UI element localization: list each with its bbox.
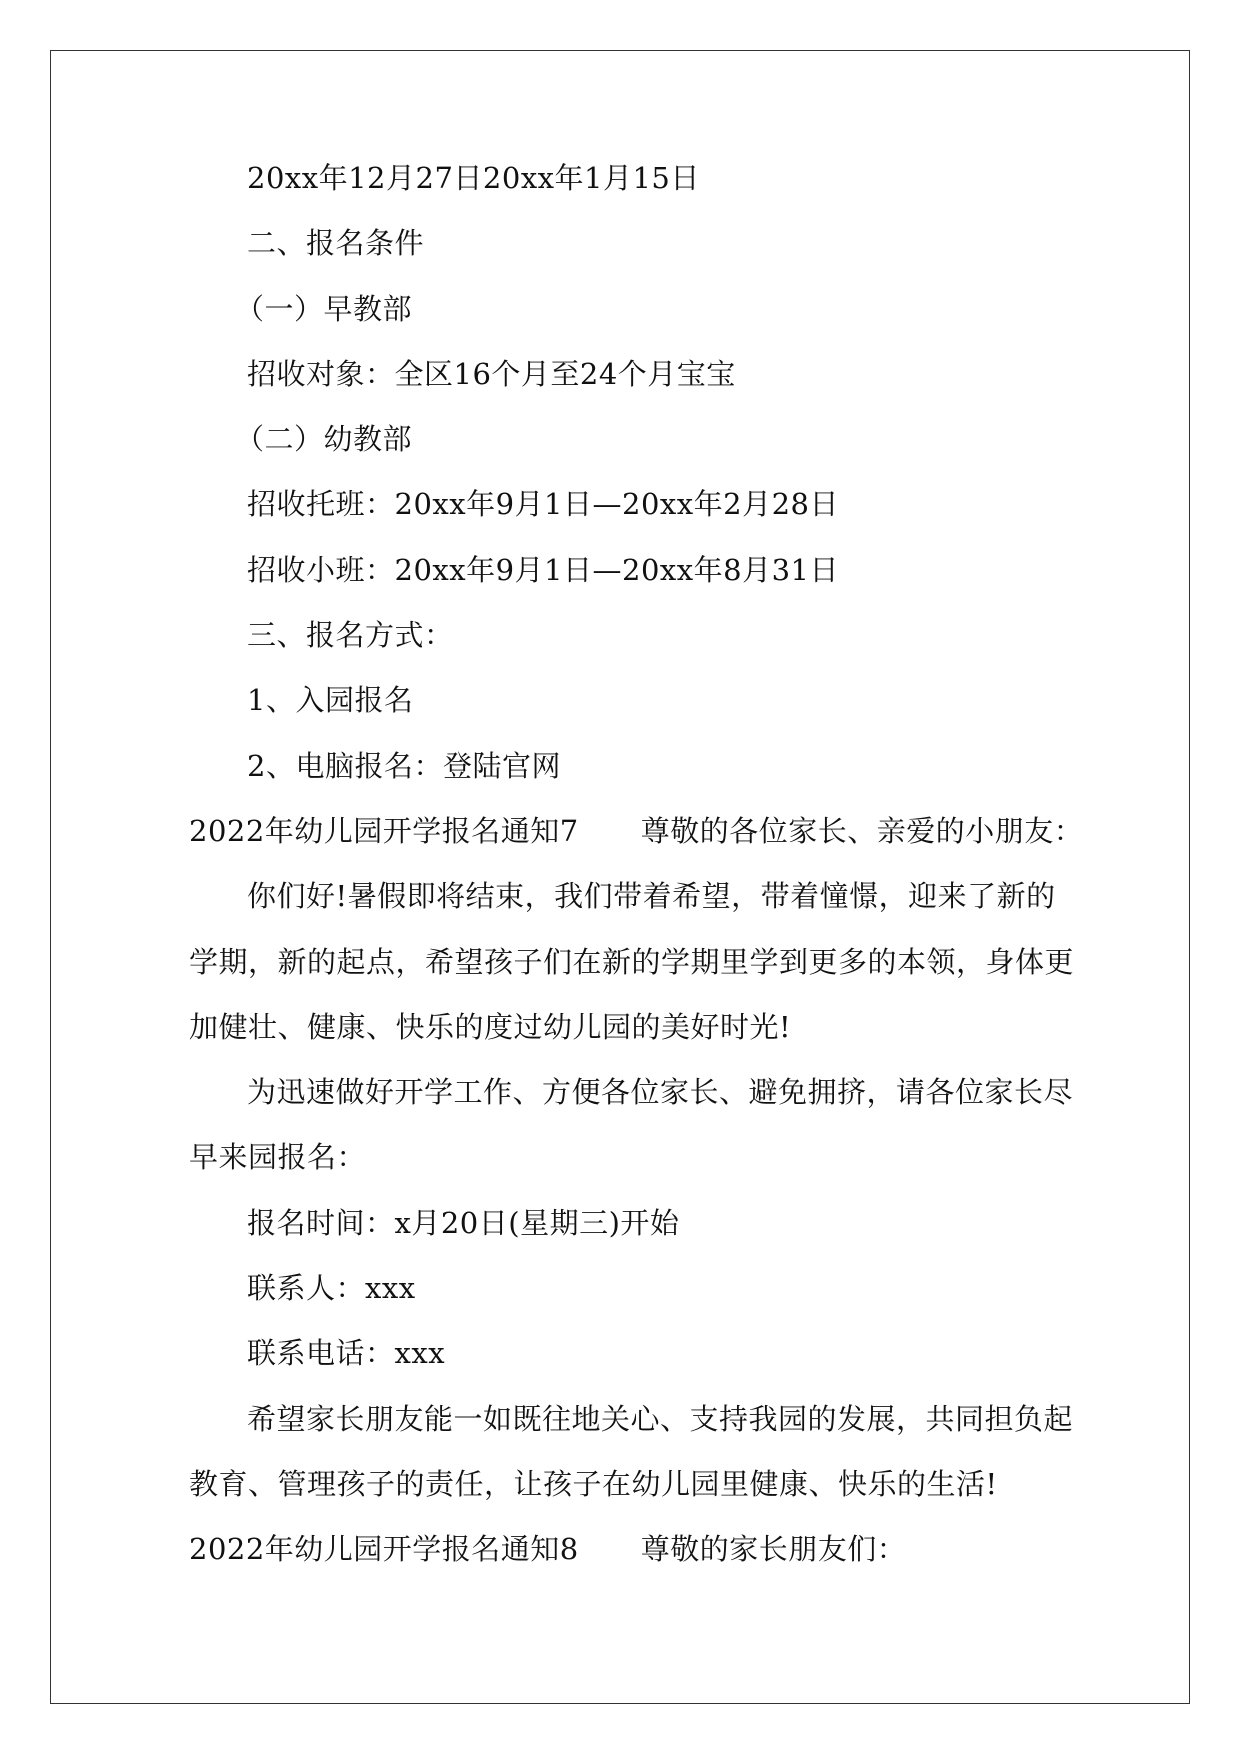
paragraph-line: 你们好!暑假即将结束，我们带着希望，带着憧憬，迎来了新的 xyxy=(247,879,1056,914)
contact-phone: 联系电话：xxx xyxy=(247,1336,446,1371)
subsection-kindergarten: （二）幼教部 xyxy=(235,422,413,457)
paragraph-line: 学期，新的起点，希望孩子们在新的学期里学到更多的本领，身体更 xyxy=(189,944,1075,979)
notice-8-salutation: 尊敬的家长朋友们： xyxy=(640,1532,907,1567)
registration-time: 报名时间：x月20日(星期三)开始 xyxy=(247,1205,680,1240)
nursery-class-range: 招收托班：20xx年9月1日—20xx年2月28日 xyxy=(247,487,839,522)
section-heading-methods: 三、报名方式： xyxy=(247,618,454,653)
notice-7-salutation: 尊敬的各位家长、亲爱的小朋友： xyxy=(640,813,1084,848)
small-class-range: 招收小班：20xx年9月1日—20xx年8月31日 xyxy=(247,552,839,587)
date-range-line: 20xx年12月27日20xx年1月15日 xyxy=(247,161,700,195)
contact-person: 联系人：xxx xyxy=(247,1271,416,1306)
paragraph-line: 为迅速做好开学工作、方便各位家长、避免拥挤，请各位家长尽 xyxy=(247,1075,1074,1110)
enrollment-target: 招收对象：全区16个月至24个月宝宝 xyxy=(247,356,736,391)
section-heading-conditions: 二、报名条件 xyxy=(247,226,425,261)
notice-7-title: 2022年幼儿园开学报名通知7 xyxy=(189,813,579,848)
paragraph-line: 希望家长朋友能一如既往地关心、支持我园的发展，共同担负起 xyxy=(247,1401,1074,1436)
method-in-person: 1、入园报名 xyxy=(247,683,414,718)
paragraph-line: 加健壮、健康、快乐的度过幼儿园的美好时光! xyxy=(189,1009,792,1044)
paragraph-line: 早来园报名： xyxy=(189,1140,367,1175)
notice-8-heading xyxy=(189,1529,1069,1594)
notice-7-heading xyxy=(189,811,1084,876)
subsection-early-education: （一）早教部 xyxy=(235,291,413,326)
method-online: 2、电脑报名：登陆官网 xyxy=(247,748,561,783)
paragraph-line: 教育、管理孩子的责任，让孩子在幼儿园里健康、快乐的生活! xyxy=(189,1466,998,1501)
document-body xyxy=(189,158,1084,1595)
notice-8-title: 2022年幼儿园开学报名通知8 xyxy=(189,1532,579,1567)
